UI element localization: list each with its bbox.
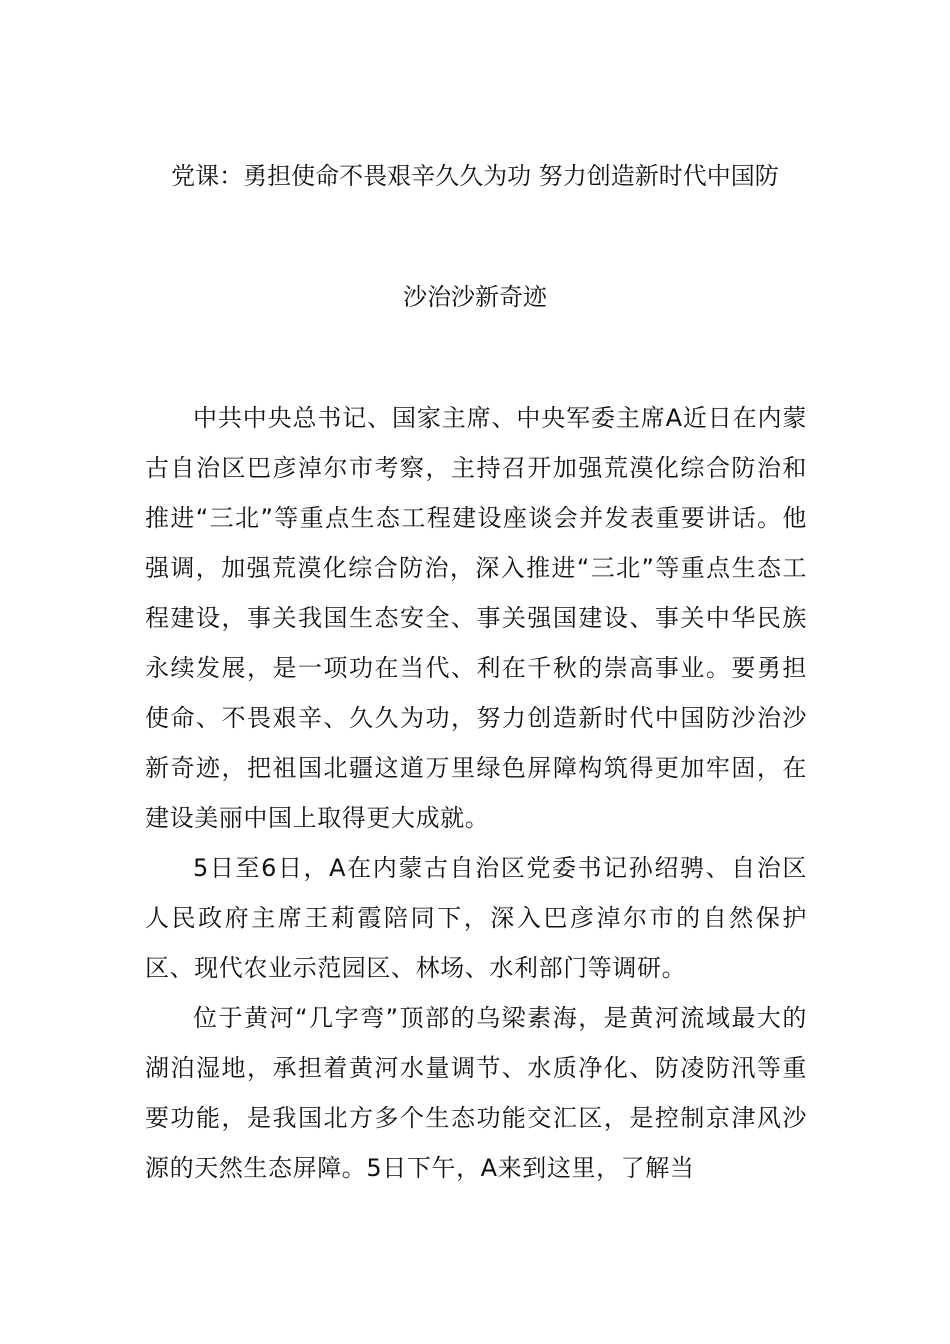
document-title-line-1: 党课：勇担使命不畏艰辛久久为功 努力创造新时代中国防 — [171, 162, 779, 190]
paragraph-3: 位于黄河“几字弯”顶部的乌梁素海，是黄河流域最大的湖泊湿地，承担着黄河水量调节、水质净化、防凌防汛等重要功能，是我国北方多个生态功能交汇区，是控制京津风沙源的天然生态屏障。5日下午，A来到这里，了解当 — [145, 1004, 807, 1182]
paragraph-2: 5日至6日，A在内蒙古自治区党委书记孙绍骋、自治区人民政府主席王莉霞陪同下，深入巴彦淖尔市的自然保护区、现代农业示范园区、林场、水利部门等调研。 — [145, 854, 807, 982]
document-body — [145, 393, 807, 1193]
paragraph-1: 中共中央总书记、国家主席、中央军委主席A近日在内蒙古自治区巴彦淖尔市考察，主持召开加强荒漠化综合防治和推进“三北”等重点生态工程建设座谈会并发表重要讲话。他强调，加强荒漠化综合防治，深入推进“三北”等重点生态工程建设，事关我国生态安全、事关强国建设、事关中华民族永续发展，是一项功在当代、利在千秋的崇高事业。要勇担使命、不畏艰辛、久久为功，努力创造新时代中国防沙治沙新奇迹，把祖国北疆这道万里绿色屏障构筑得更加牢固，在建设美丽中国上取得更大成就。 — [145, 404, 807, 832]
document-title-line-2: 沙治沙新奇迹 — [403, 283, 547, 311]
